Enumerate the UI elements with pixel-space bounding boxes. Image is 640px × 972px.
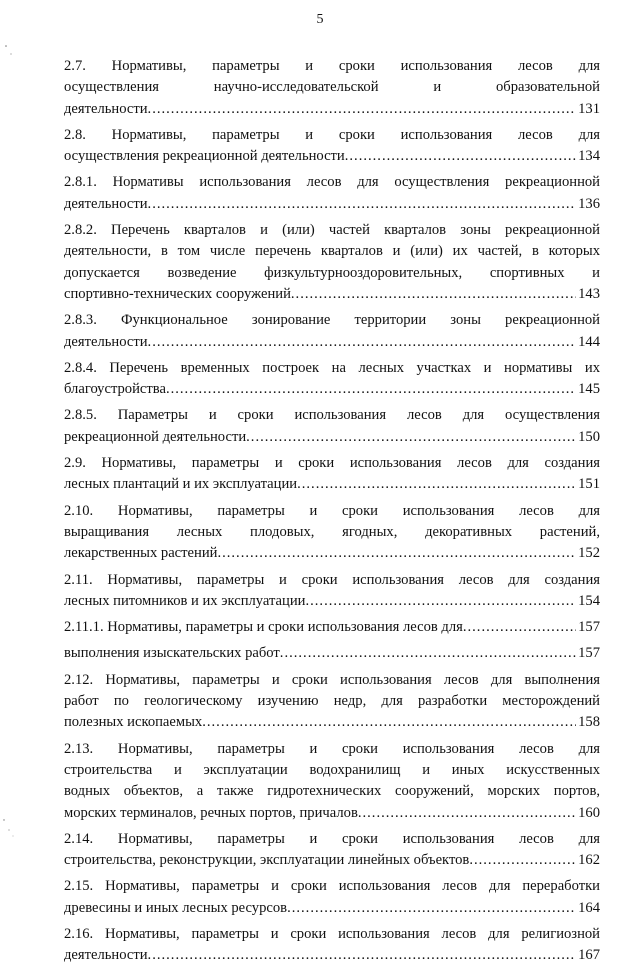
toc-entry-text: рекреационной деятельности [64, 428, 247, 445]
toc-entry-last-line [64, 99, 600, 120]
toc-page-number: 144 [578, 333, 600, 350]
toc-entry-text: деятельности [64, 100, 148, 117]
toc-entry-line: 2.8.4. Перечень временных построек на лесных участках и нормативы их [64, 359, 600, 376]
dot-leader [148, 332, 577, 353]
toc-page-number: 151 [578, 476, 600, 493]
toc-entry-text: древесины и иных лесных ресурсов [64, 899, 288, 916]
toc-entry-line: 2.8.2. Перечень кварталов и (или) частей кварталов зоны рекреационной [64, 222, 600, 239]
toc-page-number: 167 [578, 947, 600, 964]
toc-entry [64, 172, 600, 215]
toc-entry-text: деятельности [64, 947, 148, 964]
toc-entry-text: деятельности [64, 333, 148, 350]
toc-page-number: 160 [578, 804, 600, 821]
toc-entry-text: выполнения изыскательских работ [64, 645, 280, 662]
toc-entry-last-line [64, 898, 600, 919]
toc-entry [64, 643, 600, 664]
toc-entry-last-line [64, 591, 600, 612]
toc-page-number: 131 [578, 100, 600, 117]
toc-entry-line: 2.15. Нормативы, параметры и сроки использования лесов для переработки [64, 878, 600, 895]
toc-page-number: 164 [578, 899, 600, 916]
toc-entry [64, 453, 600, 496]
dot-leader [280, 643, 576, 664]
toc-page-number: 136 [578, 195, 600, 212]
dot-leader [469, 850, 576, 871]
toc-entry [64, 56, 600, 120]
toc-entry-line: допускается возведение физкультурнооздоровительных, спортивных и [64, 264, 600, 281]
toc-page-number: 150 [578, 428, 600, 445]
toc-entry-line: осуществления научно-исследовательской и образовательной [64, 79, 600, 96]
toc-entry-text: строительства, реконструкции, эксплуатации линейных объектов [64, 852, 470, 869]
toc-entry-line: 2.8.5. Параметры и сроки использования лесов для осуществления [64, 407, 600, 424]
toc-entry-text: лекарственных растений [64, 545, 218, 562]
toc-entry-last-line [64, 643, 600, 664]
dot-leader [148, 194, 577, 215]
toc-page-number: 157 [578, 645, 600, 662]
dot-leader [148, 945, 577, 966]
toc-page-number: 143 [578, 285, 600, 302]
toc-entry-line: водных объектов, а также гидротехнических сооружений, морских портов, [64, 783, 600, 800]
dot-leader [246, 427, 576, 448]
toc-page-number: 158 [578, 714, 600, 731]
toc-entry [64, 501, 600, 565]
toc-entry-last-line [64, 194, 600, 215]
toc-entry-line: 2.16. Нормативы, параметры и сроки использования лесов для религиозной [64, 925, 600, 942]
toc-entry-last-line [64, 332, 600, 353]
toc-entry [64, 876, 600, 919]
dot-leader [463, 617, 576, 638]
dot-leader [148, 99, 577, 120]
toc-entry-line: 2.14. Нормативы, параметры и сроки использования лесов для [64, 830, 600, 847]
toc-entry-text: лесных питомников и их эксплуатации [64, 592, 306, 609]
toc-entry-line: выращивания лесных плодовых, ягодных, декоративных растений, [64, 523, 600, 540]
table-of-contents [64, 56, 600, 972]
dot-leader [358, 803, 576, 824]
toc-entry [64, 310, 600, 353]
toc-entry-last-line [64, 543, 600, 564]
toc-entry-line: 2.9. Нормативы, параметры и сроки использования лесов для создания [64, 455, 600, 472]
toc-entry [64, 670, 600, 734]
toc-entry-last-line [64, 712, 600, 733]
dot-leader [297, 474, 576, 495]
dot-leader [287, 898, 576, 919]
dot-leader [202, 712, 576, 733]
toc-entry-text: морских терминалов, речных портов, причалов [64, 804, 358, 821]
toc-entry-line: 2.12. Нормативы, параметры и сроки использования лесов для выполнения [64, 671, 600, 688]
toc-entry-last-line [64, 379, 600, 400]
toc-entry-last-line [64, 850, 600, 871]
toc-entry [64, 570, 600, 613]
toc-entry-text: деятельности [64, 195, 148, 212]
toc-entry [64, 829, 600, 872]
toc-entry-line: 2.10. Нормативы, параметры и сроки использования лесов для [64, 502, 600, 519]
toc-entry [64, 924, 600, 967]
page-number: 5 [316, 12, 324, 27]
dot-leader [291, 284, 576, 305]
toc-entry-text: лесных плантаций и их эксплуатации [64, 476, 298, 493]
toc-entry [64, 220, 600, 305]
toc-entry-last-line [64, 474, 600, 495]
toc-entry-last-line [64, 427, 600, 448]
dot-leader [305, 591, 576, 612]
toc-entry-last-line [64, 617, 600, 638]
toc-entry-text: спортивно-технических сооружений [64, 285, 291, 302]
toc-entry-line: строительства и эксплуатации водохранилищ и иных искусственных [64, 761, 600, 778]
toc-entry-text: полезных ископаемых [64, 714, 203, 731]
toc-page-number: 157 [578, 619, 600, 636]
toc-entry [64, 125, 600, 168]
toc-page-number: 145 [578, 381, 600, 398]
toc-entry [64, 617, 600, 638]
toc-entry-text: 2.11.1. Нормативы, параметры и сроки использования лесов для [64, 619, 463, 636]
toc-entry-line: 2.7. Нормативы, параметры и сроки использования лесов для [64, 58, 600, 74]
toc-entry-last-line [64, 146, 600, 167]
toc-entry [64, 739, 600, 824]
toc-entry-line: деятельности, в том числе перечень кварталов и (или) их частей, в которых [64, 243, 600, 260]
toc-entry-line: 2.8.3. Функциональное зонирование территории зоны рекреационной [64, 312, 600, 329]
toc-entry [64, 405, 600, 448]
toc-entry-line: 2.11. Нормативы, параметры и сроки использования лесов для создания [64, 571, 600, 588]
toc-entry-last-line [64, 945, 600, 966]
toc-entry-line: 2.8.1. Нормативы использования лесов для осуществления рекреационной [64, 174, 600, 191]
toc-entry-last-line [64, 803, 600, 824]
toc-entry-last-line [64, 284, 600, 305]
toc-entry-line: 2.13. Нормативы, параметры и сроки использования лесов для [64, 740, 600, 757]
toc-page-number: 134 [578, 148, 600, 165]
scan-specks [0, 40, 20, 900]
toc-entry-text: благоустройства [64, 381, 166, 398]
dot-leader [217, 543, 576, 564]
toc-page-number: 152 [578, 545, 600, 562]
toc-page-number: 154 [578, 592, 600, 609]
toc-entry-text: осуществления рекреационной деятельности [64, 148, 345, 165]
dot-leader [166, 379, 576, 400]
dot-leader [345, 146, 576, 167]
toc-page-number: 162 [578, 852, 600, 869]
toc-entry-line: 2.8. Нормативы, параметры и сроки использования лесов для [64, 126, 600, 143]
toc-entry [64, 358, 600, 401]
toc-entry-line: работ по геологическому изучению недр, для разработки месторождений [64, 693, 600, 710]
